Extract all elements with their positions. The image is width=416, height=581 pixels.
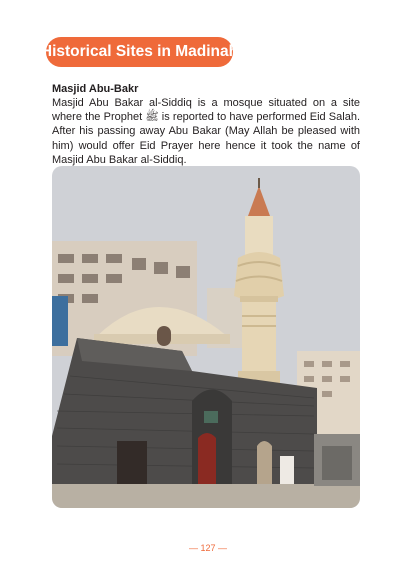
chapter-title: Historical Sites in Madinah xyxy=(40,43,239,60)
page-number: — 127 — xyxy=(188,543,228,553)
section-paragraph: Masjid Abu Bakar al-Siddiq is a mosque situated on a site where the Prophet ﷺ is reported to have performed Eid Salah. After his passing away Abu Bakar (May Allah be pleased with him) would offer Eid Prayer here hence it took the name of Masjid Abu Bakar al-Siddiq. xyxy=(52,97,360,166)
content-section xyxy=(52,82,360,167)
mosque-illustration xyxy=(52,166,360,508)
mosque-photo xyxy=(52,166,360,508)
section-heading: Masjid Abu-Bakr xyxy=(52,83,139,95)
chapter-title-banner xyxy=(40,37,239,67)
